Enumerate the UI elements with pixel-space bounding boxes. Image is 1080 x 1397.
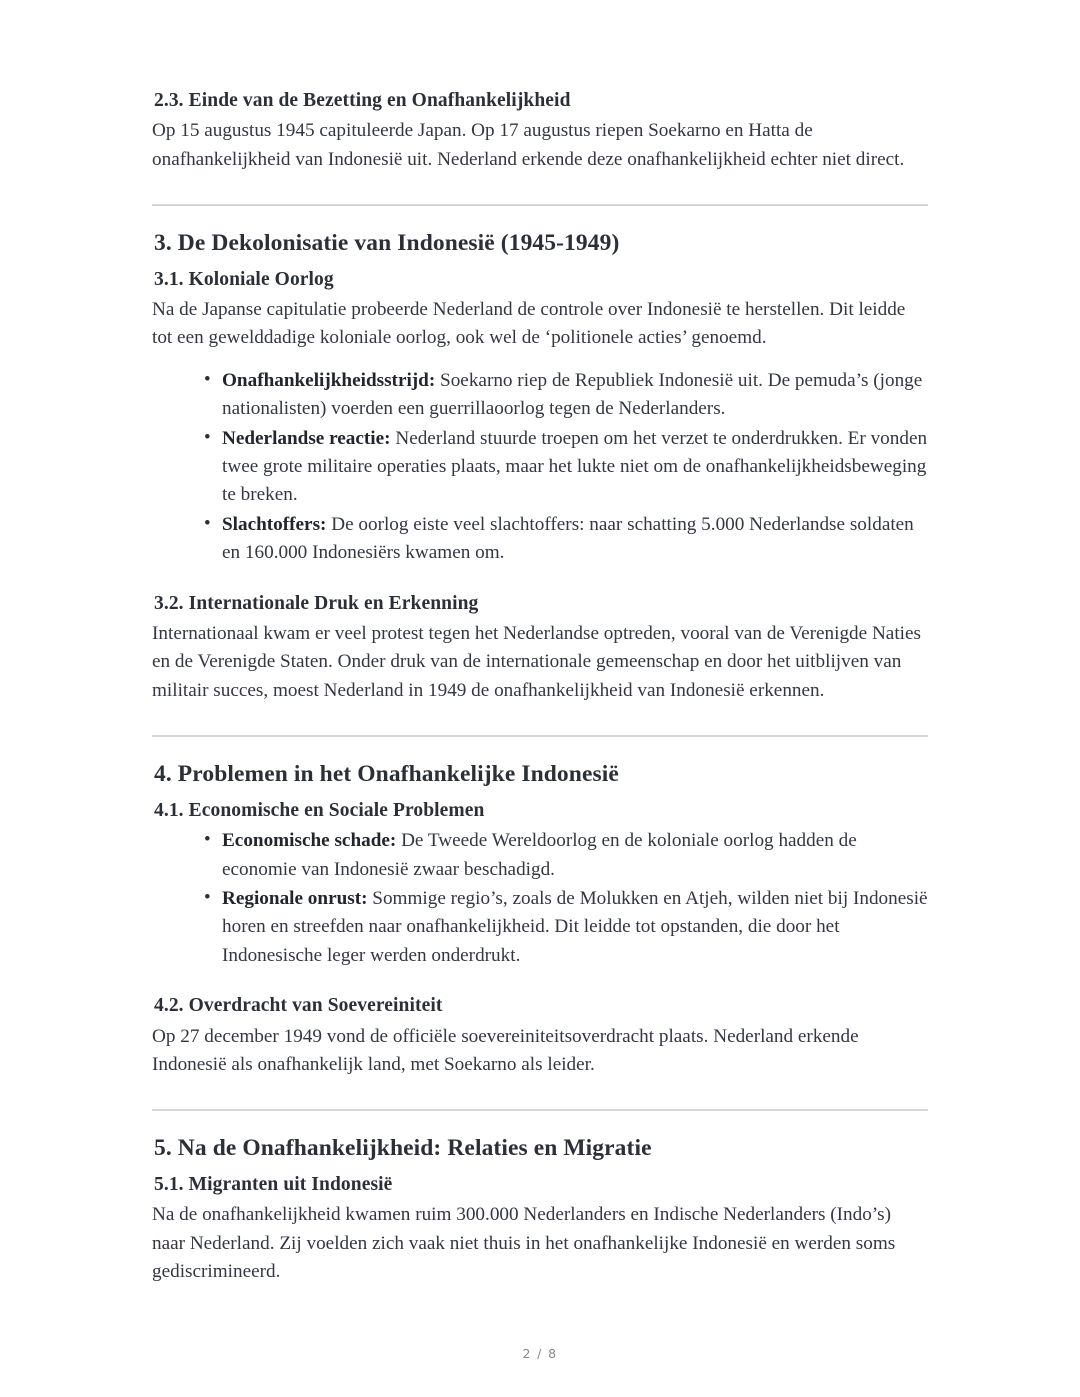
bullet-list-3-1 (152, 367, 928, 568)
list-item (204, 425, 928, 510)
list-item (204, 827, 928, 884)
heading-2-3: 2.3. Einde van de Bezetting en Onafhankelijkheid (154, 90, 571, 111)
list-item (204, 511, 928, 568)
spacer (152, 971, 928, 993)
list-item-text: De Tweede Wereldoorlog en de koloniale oorlog hadden de economie van Indonesië zwaar beschadigd. (222, 830, 857, 880)
list-item-lead: Regionale onrust: (222, 887, 368, 909)
spacer (152, 1079, 928, 1109)
paragraph-3-1: Na de Japanse capitulatie probeerde Nederland de controle over Indonesië te herstellen. Dit leidde tot een gewelddadige koloniale oorlog, ook wel de ‘politionele acties’ genoemd. (152, 299, 906, 349)
list-item (204, 885, 928, 970)
list-item-lead: Onafhankelijkheidsstrijd: (222, 369, 436, 391)
paragraph-4-2: Op 27 december 1949 vond de officiële soevereiniteitsoverdracht plaats. Nederland erkende Indonesië als onafhankelijk land, met Soekarno als leider. (152, 1025, 859, 1075)
paragraph-2-3: Op 15 augustus 1945 capituleerde Japan. Op 17 augustus riepen Soekarno en Hatta de onafhankelijkheid van Indonesië uit. Nederland erkende deze onafhankelijkheid echter niet direct. (152, 120, 905, 170)
spacer (152, 569, 928, 591)
list-item-text: Nederland stuurde troepen om het verzet te onderdrukken. Er vonden twee grote militaire operaties plaats, maar het lukte niet om de onafhankelijkheidsbeweging te breken. (222, 427, 928, 506)
paragraph-5-1: Na de onafhankelijkheid kwamen ruim 300.000 Nederlanders en Indische Nederlanders (Indo’s) naar Nederland. Zij voelden zich vaak niet thuis in het onafhankelijke Indonesië en werden soms gediscrimineerd. (152, 1204, 896, 1283)
page-number: 2 / 8 (522, 1346, 558, 1361)
list-item (204, 367, 928, 424)
spacer (152, 1111, 928, 1133)
bullet-list-4-1 (152, 827, 928, 970)
page-content (152, 88, 928, 1286)
list-item-lead: Economische schade: (222, 830, 397, 852)
page-footer (0, 1345, 1080, 1363)
heading-3-2: 3.2. Internationale Druk en Erkenning (154, 592, 479, 614)
list-item-text: De oorlog eiste veel slachtoffers: naar schatting 5.000 Nederlandse soldaten en 160.000 Indonesiërs kwamen om. (222, 513, 914, 564)
heading-3: 3. De Dekolonisatie van Indonesië (1945-1949) (154, 230, 620, 257)
paragraph-3-2: Internationaal kwam er veel protest tegen het Nederlandse optreden, vooral van de Verenigde Naties en de Verenigde Staten. Onder druk van de internationale gemeenschap en door het uitblijven van militair succes, moest Nederland in 1949 de onafhankelijkheid van Indonesië erkennen. (152, 623, 921, 701)
list-item-text: Sommige regio’s, zoals de Molukken en Atjeh, wilden niet bij Indonesië horen en streefden naar onafhankelijkheid. Dit leidde tot opstanden, die door het Indonesische leger werden onderdrukt. (222, 887, 928, 966)
heading-4: 4. Problemen in het Onafhankelijke Indonesië (154, 761, 619, 788)
list-item-text: Soekarno riep de Republiek Indonesië uit. De pemuda’s (jonge nationalisten) voerden een guerrillaoorlog tegen de Nederlanders. (222, 369, 923, 420)
list-item-lead: Nederlandse reactie: (222, 427, 391, 449)
spacer (152, 737, 928, 759)
heading-5-1: 5.1. Migranten uit Indonesië (154, 1173, 393, 1195)
heading-5: 5. Na de Onafhankelijkheid: Relaties en Migratie (154, 1135, 652, 1162)
spacer (152, 705, 928, 735)
heading-3-1: 3.1. Koloniale Oorlog (154, 268, 334, 290)
spacer (152, 206, 928, 228)
heading-4-2: 4.2. Overdracht van Soevereiniteit (154, 995, 443, 1017)
list-item-lead: Slachtoffers: (222, 513, 327, 535)
spacer (152, 174, 928, 204)
heading-4-1: 4.1. Economische en Sociale Problemen (154, 799, 485, 821)
